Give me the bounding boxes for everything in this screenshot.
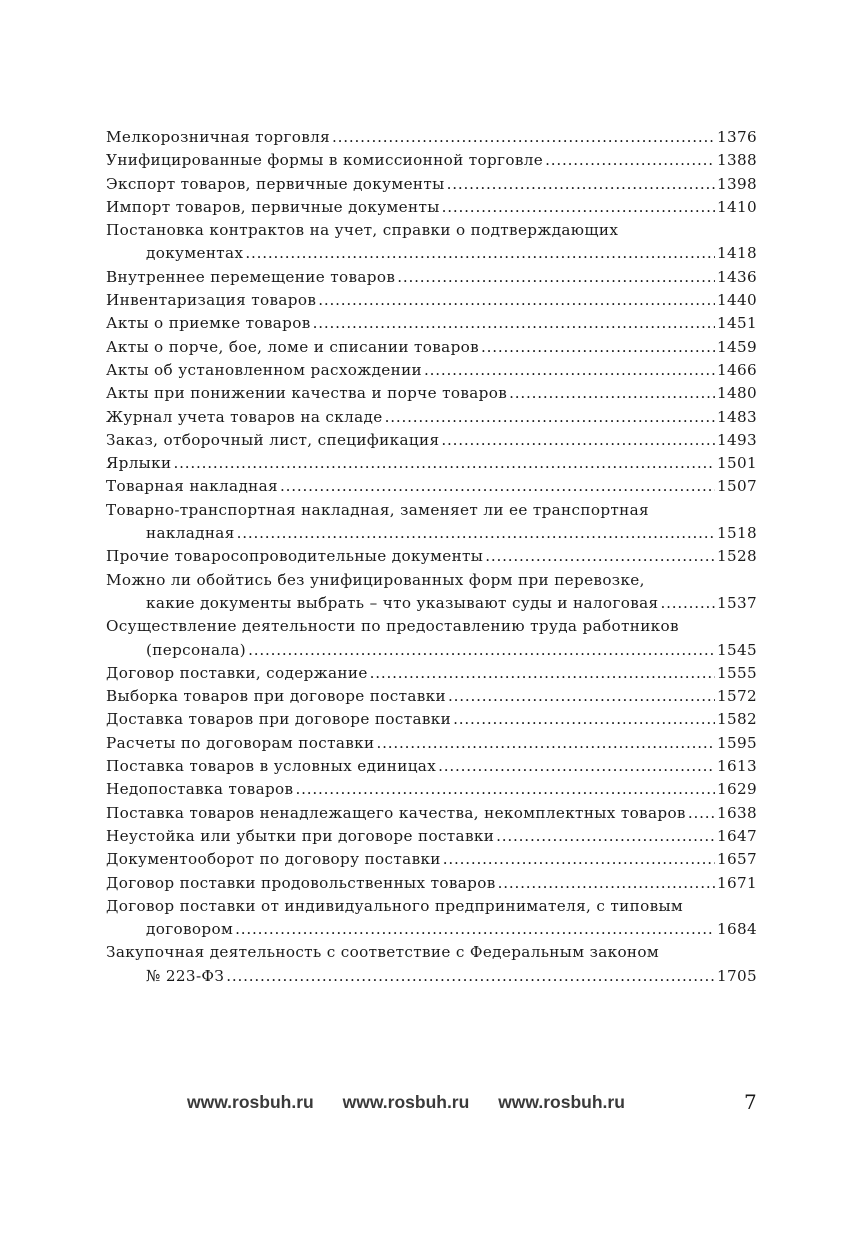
- toc-page-number: 1684: [716, 920, 757, 939]
- toc-entry[interactable]: [106, 755, 757, 778]
- toc-page-number: 1528: [716, 547, 757, 566]
- toc-entry-title: договором: [146, 920, 234, 939]
- toc-line: [106, 778, 757, 801]
- toc-line: [106, 475, 757, 498]
- toc-entry[interactable]: [106, 289, 757, 312]
- toc-line: [106, 732, 757, 755]
- toc-page-number: 1493: [716, 430, 757, 449]
- dot-leader: [313, 312, 715, 335]
- toc-page-number: 1705: [716, 966, 757, 985]
- dot-leader: [295, 778, 714, 801]
- toc-page-number: 1572: [716, 687, 757, 706]
- toc-entry[interactable]: [106, 359, 757, 382]
- toc-entry[interactable]: [106, 802, 757, 825]
- table-of-contents: [106, 126, 757, 988]
- toc-page-number: 1483: [716, 407, 757, 426]
- dot-leader: [498, 872, 715, 895]
- toc-line: [106, 848, 757, 871]
- toc-entry[interactable]: [106, 266, 757, 289]
- toc-page-number: 1629: [716, 780, 757, 799]
- toc-line: [106, 639, 757, 662]
- toc-entry-title: Прочие товаросопроводительные документы: [106, 547, 484, 566]
- footer-url[interactable]: www.rosbuh.ru: [342, 1092, 470, 1112]
- toc-entry[interactable]: [106, 126, 757, 149]
- toc-entry[interactable]: [106, 336, 757, 359]
- toc-entry[interactable]: [106, 312, 757, 335]
- toc-page-number: 1545: [716, 640, 757, 659]
- toc-page-number: 1451: [716, 314, 757, 333]
- dot-leader: [485, 545, 715, 568]
- toc-entry[interactable]: [106, 429, 757, 452]
- toc-entry-title: Акты о порче, бое, ломе и списании товаров: [106, 337, 480, 356]
- dot-leader: [660, 592, 714, 615]
- toc-line: [106, 289, 757, 312]
- toc-entry-title: Договор поставки, содержание: [106, 663, 368, 682]
- toc-page-number: 1582: [716, 710, 757, 729]
- toc-line: [106, 592, 757, 615]
- toc-entry-title: Товарно-транспортная накладная, заменяет ли ее транспортная: [106, 500, 649, 519]
- toc-line: [106, 872, 757, 895]
- toc-line: [106, 452, 757, 475]
- toc-page-number: 1418: [716, 244, 757, 263]
- toc-entry[interactable]: [106, 452, 757, 475]
- toc-line: [106, 499, 757, 522]
- toc-entry-title: № 223-ФЗ: [146, 966, 225, 985]
- toc-line: [106, 359, 757, 382]
- toc-entry-title: Можно ли обойтись без унифицированных форм при перевозке,: [106, 570, 645, 589]
- toc-line: [106, 802, 757, 825]
- toc-page-number: 1657: [716, 850, 757, 869]
- toc-line: [106, 662, 757, 685]
- toc-page-number: 1671: [716, 873, 757, 892]
- toc-entry-title: Постановка контрактов на учет, справки о подтверждающих: [106, 221, 619, 240]
- toc-entry-title: (персонала): [146, 640, 247, 659]
- dot-leader: [318, 289, 715, 312]
- toc-line: [106, 825, 757, 848]
- dot-leader: [509, 382, 715, 405]
- toc-entry[interactable]: [106, 499, 757, 546]
- toc-page-number: 1595: [716, 733, 757, 752]
- dot-leader: [545, 149, 715, 172]
- toc-entry[interactable]: [106, 219, 757, 266]
- toc-line: [106, 708, 757, 731]
- toc-entry-title: Акты об установленном расхождении: [106, 360, 423, 379]
- toc-entry-title: Инвентаризация товаров: [106, 291, 317, 310]
- toc-entry-title: какие документы выбрать – что указывают суды и налоговая: [146, 593, 659, 612]
- toc-entry[interactable]: [106, 708, 757, 731]
- dot-leader: [481, 336, 715, 359]
- toc-entry-title: Выборка товаров при договоре поставки: [106, 687, 446, 706]
- toc-entry-title: Экспорт товаров, первичные документы: [106, 174, 445, 193]
- toc-page-number: 1638: [716, 803, 757, 822]
- toc-entry-title: Недопоставка товаров: [106, 780, 294, 799]
- dot-leader: [226, 965, 715, 988]
- toc-entry-title: Ярлыки: [106, 454, 172, 473]
- toc-entry[interactable]: [106, 848, 757, 871]
- dot-leader: [280, 475, 715, 498]
- page-footer: [0, 1090, 857, 1120]
- toc-entry[interactable]: [106, 173, 757, 196]
- toc-page-number: 1376: [716, 128, 757, 146]
- toc-line: [106, 545, 757, 568]
- toc-entry-title: Товарная накладная: [106, 477, 278, 496]
- toc-line: [106, 965, 757, 988]
- toc-entry[interactable]: [106, 825, 757, 848]
- toc-entry[interactable]: [106, 615, 757, 662]
- footer-url[interactable]: www.rosbuh.ru: [187, 1092, 314, 1112]
- toc-entry-title: Акты о приемке товаров: [106, 314, 311, 333]
- toc-line: [106, 755, 757, 778]
- toc-entry-title: Внутреннее перемещение товаров: [106, 267, 396, 286]
- dot-leader: [385, 406, 715, 429]
- toc-entry[interactable]: [106, 685, 757, 708]
- toc-entry-title: Поставка товаров ненадлежащего качества, некомплектных товаров: [106, 803, 686, 822]
- toc-line: [106, 615, 757, 638]
- toc-entry[interactable]: [106, 569, 757, 616]
- toc-page-number: 1507: [716, 477, 757, 496]
- toc-entry-title: Доставка товаров при договоре поставки: [106, 710, 452, 729]
- toc-page-number: 1398: [716, 174, 757, 193]
- toc-page-number: 1436: [716, 267, 757, 286]
- dot-leader: [448, 685, 715, 708]
- toc-line: [106, 312, 757, 335]
- toc-line: [106, 429, 757, 452]
- footer-urls: [187, 1092, 649, 1113]
- toc-entry-title: Журнал учета товаров на складе: [106, 407, 383, 426]
- toc-line: [106, 173, 757, 196]
- toc-entry-title: документах: [146, 244, 244, 263]
- toc-line: [106, 336, 757, 359]
- toc-entry-title: накладная: [146, 524, 235, 543]
- toc-line: [106, 895, 757, 918]
- toc-entry-title: Поставка товаров в условных единицах: [106, 757, 437, 776]
- toc-page-number: 1466: [716, 360, 757, 379]
- toc-line: [106, 266, 757, 289]
- toc-entry-title: Договор поставки продовольственных товаров: [106, 873, 496, 892]
- toc-entry-title: Акты при понижении качества и порче товаров: [106, 384, 508, 403]
- toc-line: [106, 941, 757, 964]
- dot-leader: [235, 918, 715, 941]
- dot-leader: [397, 266, 715, 289]
- dot-leader: [248, 639, 715, 662]
- toc-page-number: 1459: [716, 337, 757, 356]
- toc-page-number: 1501: [716, 454, 757, 473]
- dot-leader: [442, 196, 715, 219]
- toc-line: [106, 126, 757, 149]
- toc-entry[interactable]: [106, 895, 757, 942]
- toc-entry-title: Расчеты по договорам поставки: [106, 733, 375, 752]
- toc-entry[interactable]: [106, 545, 757, 568]
- toc-line: [106, 406, 757, 429]
- toc-page-number: 1480: [716, 384, 757, 403]
- toc-entry[interactable]: [106, 406, 757, 429]
- dot-leader: [688, 802, 715, 825]
- toc-line: [106, 149, 757, 172]
- dot-leader: [496, 825, 715, 848]
- dot-leader: [443, 848, 715, 871]
- page-number: 7: [744, 1090, 757, 1114]
- toc-entry[interactable]: [106, 872, 757, 895]
- dot-leader: [447, 173, 715, 196]
- toc-entry[interactable]: [106, 196, 757, 219]
- toc-line: [106, 918, 757, 941]
- toc-entry[interactable]: [106, 732, 757, 755]
- toc-page-number: 1440: [716, 291, 757, 310]
- toc-entry[interactable]: [106, 778, 757, 801]
- toc-entry[interactable]: [106, 382, 757, 405]
- toc-page-number: 1613: [716, 757, 757, 776]
- toc-line: [106, 242, 757, 265]
- toc-line: [106, 219, 757, 242]
- toc-entry[interactable]: [106, 475, 757, 498]
- toc-entry[interactable]: [106, 662, 757, 685]
- toc-line: [106, 522, 757, 545]
- toc-entry-title: Документооборот по договору поставки: [106, 850, 441, 869]
- toc-entry-title: Мелкорозничная торговля: [106, 128, 331, 146]
- toc-page-number: 1388: [716, 151, 757, 170]
- toc-line: [106, 382, 757, 405]
- toc-entry-title: Неустойка или убытки при договоре поставки: [106, 826, 495, 845]
- dot-leader: [376, 732, 714, 755]
- dot-leader: [370, 662, 715, 685]
- toc-page-number: 1410: [716, 197, 757, 216]
- toc-page-number: 1518: [716, 524, 757, 543]
- toc-entry[interactable]: [106, 941, 757, 988]
- dot-leader: [453, 708, 715, 731]
- dot-leader: [332, 126, 715, 149]
- toc-entry-title: Закупочная деятельность с соответствие с Федеральным законом: [106, 943, 660, 962]
- dot-leader: [438, 755, 715, 778]
- footer-url[interactable]: www.rosbuh.ru: [498, 1092, 625, 1112]
- dot-leader: [237, 522, 715, 545]
- dot-leader: [245, 242, 715, 265]
- toc-line: [106, 685, 757, 708]
- toc-page-number: 1647: [716, 826, 757, 845]
- dot-leader: [441, 429, 715, 452]
- toc-line: [106, 569, 757, 592]
- toc-entry-title: Осуществление деятельности по предоставлению труда работников: [106, 617, 679, 636]
- toc-entry-title: Импорт товаров, первичные документы: [106, 197, 440, 216]
- toc-page-number: 1555: [716, 663, 757, 682]
- toc-entry-title: Заказ, отборочный лист, спецификация: [106, 430, 440, 449]
- toc-page-number: 1537: [716, 593, 757, 612]
- dot-leader: [424, 359, 715, 382]
- dot-leader: [173, 452, 714, 475]
- toc-entry-title: Договор поставки от индивидуального предпринимателя, с типовым: [106, 896, 684, 915]
- toc-entry-title: Унифицированные формы в комиссионной торговле: [106, 151, 544, 170]
- toc-line: [106, 196, 757, 219]
- toc-entry[interactable]: [106, 149, 757, 172]
